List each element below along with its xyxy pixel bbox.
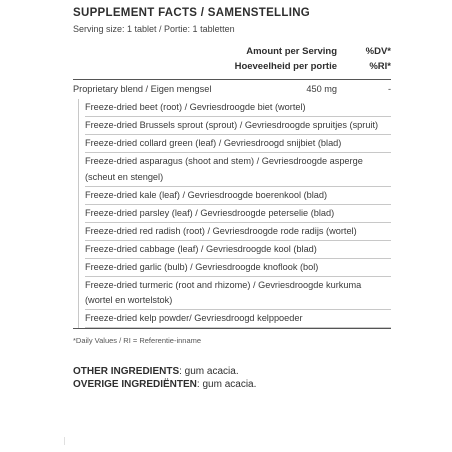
bracket-rule: [78, 99, 79, 328]
ingredient-row: Freeze-dried Brussels sprout (sprout) / Gevriesdroogde spruitjes (spruit): [85, 117, 391, 135]
serving-size: Serving size: 1 tablet / Portie: 1 tabletten: [73, 24, 235, 34]
ingredient-row: Freeze-dried asparagus (shoot and stem) / Gevriesdroogde asperge (scheut en stengel): [85, 153, 391, 187]
ri-header: %RI*: [369, 61, 391, 72]
blend-dv: -: [387, 84, 391, 94]
ingredient-row: Freeze-dried kelp powder/ Gevriesdroogd kelppoeder: [85, 310, 391, 328]
other-ingredients-label-en: OTHER INGREDIENTS: [73, 366, 180, 377]
ingredient-row: Freeze-dried red radish (root) / Gevriesdroogde rode radijs (wortel): [85, 223, 391, 241]
dv-header: %DV*: [365, 46, 391, 57]
supplement-facts-panel: [73, 0, 391, 391]
other-ingredients-value-en: : gum acacia.: [179, 366, 239, 377]
ingredient-row: Freeze-dried garlic (bulb) / Gevriesdroogde knoflook (bol): [85, 259, 391, 277]
ingredient-row: Freeze-dried kale (leaf) / Gevriesdroogde boerenkool (blad): [85, 187, 391, 205]
blend-label: Proprietary blend / Eigen mengsel: [73, 84, 212, 94]
other-ingredients: [73, 365, 391, 391]
other-ingredients-en: [73, 365, 391, 378]
amount-header-nl: Hoeveelheid per portie: [234, 61, 337, 72]
ingredient-row: Freeze-dried turmeric (root and rhizome) / Gevriesdroogde kurkuma (wortel en wortelstok): [85, 277, 391, 311]
panel-title: SUPPLEMENT FACTS / SAMENSTELLING: [73, 7, 311, 19]
blend-amount: 450 mg: [306, 84, 337, 94]
footer-rule: [73, 328, 391, 329]
ingredient-row: Freeze-dried collard green (leaf) / Gevriesdroogd snijbiet (blad): [85, 135, 391, 153]
ingredient-row: Freeze-dried beet (root) / Gevriesdroogde biet (wortel): [85, 99, 391, 117]
other-ingredients-nl: [73, 378, 391, 391]
header-rule: [73, 79, 391, 80]
ingredient-row: Freeze-dried cabbage (leaf) / Gevriesdroogde kool (blad): [85, 241, 391, 259]
ingredient-list: [73, 99, 391, 328]
column-header: [73, 46, 391, 76]
daily-values-footnote: *Daily Values / RI = Referentie-inname: [73, 336, 202, 345]
other-ingredients-label-nl: OVERIGE INGREDIËNTEN: [73, 379, 197, 390]
edge-mark: [64, 437, 65, 445]
amount-header-en: Amount per Serving: [246, 46, 337, 57]
proprietary-blend-row: [73, 82, 391, 97]
other-ingredients-value-nl: : gum acacia.: [196, 379, 257, 390]
ingredient-row: Freeze-dried parsley (leaf) / Gevriesdroogde peterselie (blad): [85, 205, 391, 223]
